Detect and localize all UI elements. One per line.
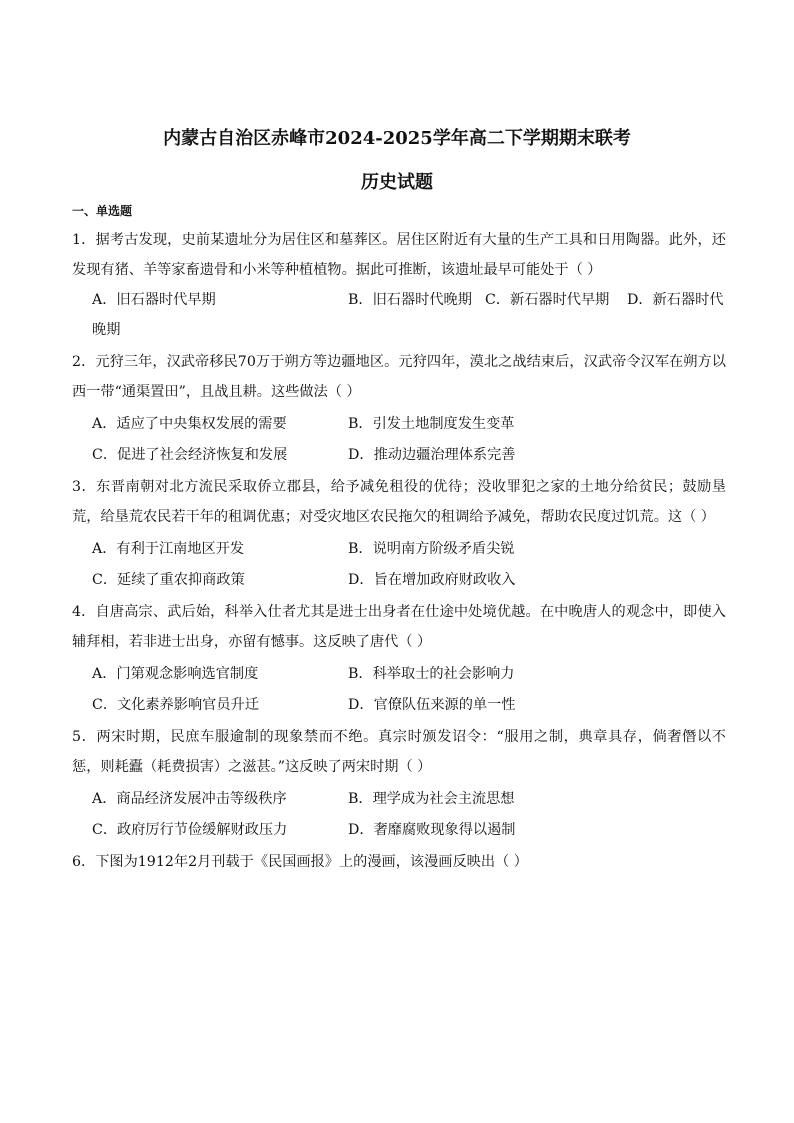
question-1-stem: 1．据考古发现，史前某遗址分为居住区和墓葬区。居住区附近有大量的生产工具和日用陶器。此外，还发现有猪、羊等家畜遗骨和小米等种植植物。据此可推断，该遗址最早可能处于（ ） [72, 232, 726, 278]
question-3-option-b: B．说明南方阶级矛盾尖锐 [348, 541, 515, 557]
question-3-option-a: A．有利于江南地区开发 [92, 541, 245, 557]
question-5-option-a: A．商品经济发展冲击等级秩序 [92, 791, 287, 807]
question-5-option-b: B．理学成为社会主流思想 [348, 791, 515, 807]
question-2-option-b: B．引发土地制度发生变革 [348, 416, 515, 432]
question-4-option-c: C．文化素养影响官员升迁 [92, 697, 259, 713]
question-2-options-row-2 [92, 440, 728, 470]
question-2-option-a: A．适应了中央集权发展的需要 [92, 416, 287, 432]
question-1-option-b: B．旧石器时代晚期 [348, 292, 472, 308]
question-3-options-row-1 [92, 534, 728, 564]
question-3-options-row-2 [92, 565, 728, 595]
exam-subtitle: 历史试题 [361, 172, 433, 193]
question-5-stem: 5．两宋时期，民庶车服逾制的现象禁而不绝。真宗时颁发诏令：“服用之制，典章具存，倘奢僭以不惩，则耗蠹（耗费损害）之滋甚。”这反映了两宋时期（ ） [72, 729, 726, 775]
question-1-option-d-continuation: 晚期 [92, 322, 121, 338]
question-5-options-row-2 [92, 815, 728, 845]
question-5-option-c: C．政府厉行节俭缓解财政压力 [92, 822, 288, 838]
question-5-options-row-1 [92, 784, 728, 814]
question-2-options-row-1 [92, 409, 728, 439]
question-2-stem: 2．元狩三年，汉武帝移民70万于朔方等边疆地区。元狩四年，漠北之战结束后，汉武帝令汉军在朔方以西一带“通渠置田”，且战且耕。这些做法（ ） [72, 354, 726, 400]
question-3-option-c: C．延续了重农抑商政策 [92, 572, 245, 588]
question-2-option-c: C．促进了社会经济恢复和发展 [92, 447, 288, 463]
question-4-stem: 4．自唐高宗、武后始，科举入仕者尤其是进士出身者在仕途中处境优越。在中晚唐人的观念中，即使入辅拜相，若非进士出身，亦留有憾事。这反映了唐代（ ） [72, 604, 726, 650]
question-4-option-b: B．科举取士的社会影响力 [348, 666, 515, 682]
question-4-options-row-2 [92, 690, 728, 720]
question-1-options [92, 285, 728, 315]
question-1-option-a: A．旧石器时代早期 [92, 292, 216, 308]
exam-title: 内蒙古自治区赤峰市2024-2025学年高二下学期期末联考 [163, 128, 631, 149]
question-1-option-d: D．新石器时代 [627, 292, 724, 308]
question-4-option-a: A．门第观念影响选官制度 [92, 666, 259, 682]
question-4-option-d: D．官僚队伍来源的单一性 [348, 697, 516, 713]
question-3-stem: 3．东晋南朝对北方流民采取侨立郡县，给予减免租役的优待；没收罪犯之家的土地分给贫民；鼓励垦荒，给垦荒农民若干年的租调优惠；对受灾地区农民拖欠的租调给予减免，帮助农民度过饥荒。这（ ） [72, 479, 726, 525]
question-4-options-row-1 [92, 659, 728, 689]
question-1-option-c: C．新石器时代早期 [485, 292, 610, 308]
section-heading: 一、单选题 [72, 204, 133, 218]
question-3-option-d: D．旨在增加政府财政收入 [348, 572, 516, 588]
question-5-option-d: D．奢靡腐败现象得以遏制 [348, 822, 516, 838]
question-2-option-d: D．推动边疆治理体系完善 [348, 447, 516, 463]
question-6-stem: 6．下图为1912年2月刊载于《民国画报》上的漫画，该漫画反映出（ ） [72, 854, 528, 870]
